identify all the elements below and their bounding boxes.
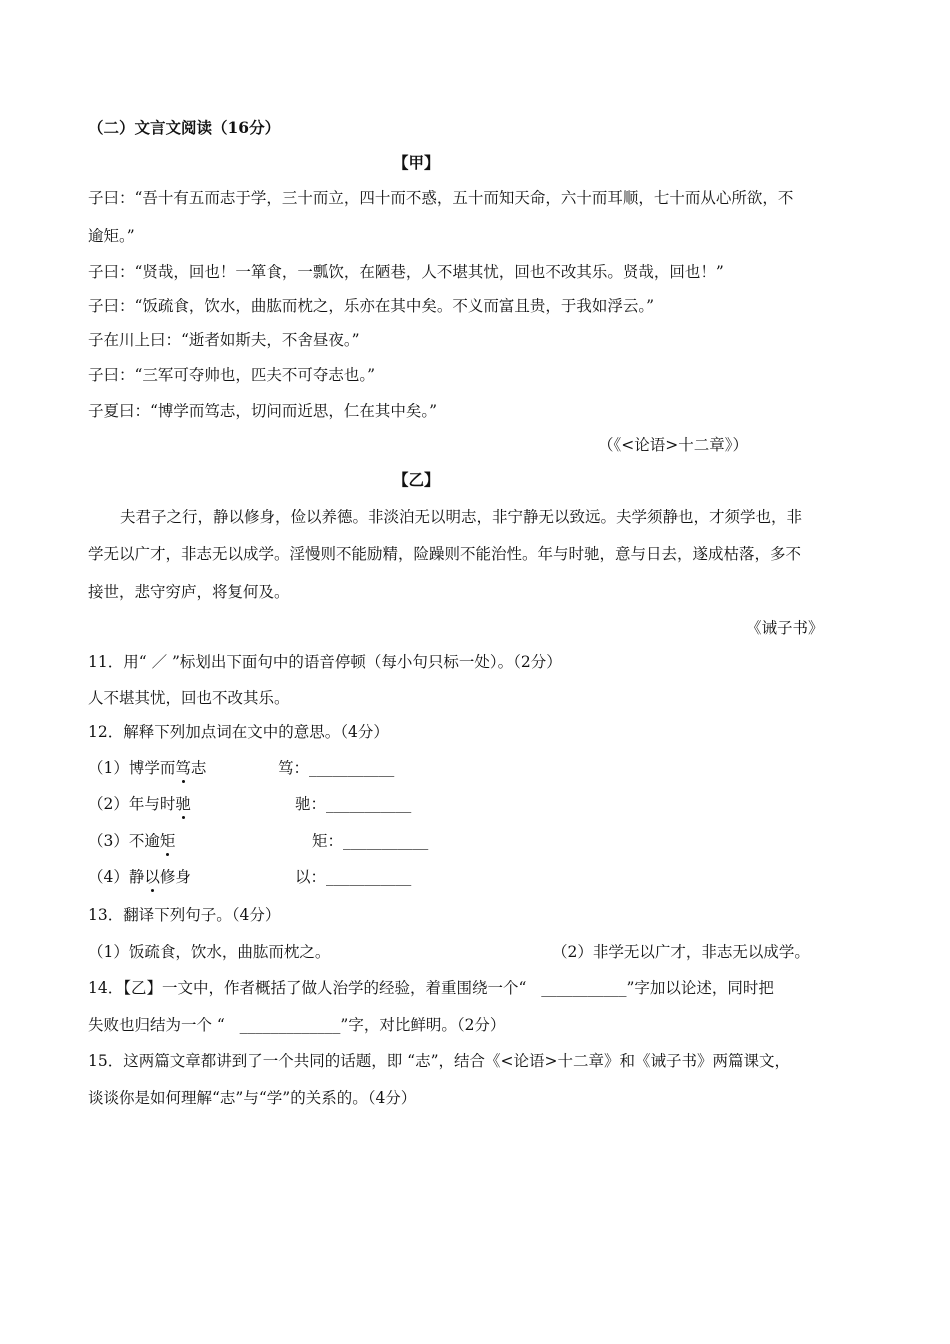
question-12-item [88,758,206,778]
question-15-line-1: 15．这两篇文章都讲到了一个共同的话题，即 “志”，结合《<论语>十二章》和《诫子书》两篇课文， [88,1052,790,1070]
answer-label: 以： [295,868,327,886]
item-text: 年与时 [128,795,176,813]
item-number: （3） [88,832,129,850]
answer-line[interactable]: ___________ [309,759,395,777]
passage-yi-line: 学无以广才，非志无以成学。淫慢则不能励精，险躁则不能治性。年与时驰，意与日去，遂成枯落，多不 [88,545,802,563]
passage-yi-source: 《诫子书》 [746,619,824,637]
question-13-item-2: （2）非学无以广才，非志无以成学。 [552,943,810,961]
passage-yi-line: 夫君子之行，静以修身，俭以养德。非淡泊无以明志，非宁静无以致远。夫学须静也，才须学也，非 [120,508,803,526]
question-text: 14．【乙】一文中，作者概括了做人治学的经验，着重围绕一个“ [88,979,527,997]
answer-line[interactable]: ___________ [326,795,412,813]
item-number: （4） [88,868,129,886]
item-text: 不逾 [128,832,160,850]
answer-blank-2[interactable] [295,794,411,814]
question-13-prompt: 13．翻译下列句子。（4分） [88,906,281,924]
passage-jia-line: 子曰：“饭疏食，饮水，曲肱而枕之，乐亦在其中矣。不义而富且贵，于我如浮云。” [88,297,655,315]
item-text: 志 [190,759,207,777]
passage-jia-heading: 【甲】 [393,153,440,172]
answer-label: 矩： [312,832,344,850]
answer-line[interactable]: ___________ [541,979,627,997]
passage-yi-line: 接世，悲守穷庐，将复何及。 [88,583,290,601]
answer-line[interactable]: ___________ [343,832,429,850]
question-13-item-1: （1）饭疏食，饮水，曲肱而枕之。 [88,943,331,961]
passage-jia-line: 子夏曰：“博学而笃志，切问而近思，仁在其中矣。” [88,402,438,420]
passage-jia-line: 子曰：“三军可夺帅也，匹夫不可夺志也。” [88,366,376,384]
answer-blank-1[interactable] [278,758,394,778]
question-text: ”字加以论述，同时把 [626,979,774,997]
answer-blank-3[interactable] [312,831,428,851]
answer-line[interactable]: ___________ [326,868,412,886]
question-11-prompt: 11．用“ ／ ”标划出下面句中的语音停顿（每小句只标一处）。（2分） [88,653,562,671]
question-text: 失败也归结为一个 “ [88,1016,225,1034]
answer-label: 笃： [278,759,310,777]
item-text: 静 [128,868,145,886]
answer-blank-4[interactable] [295,867,411,887]
question-11-sentence: 人不堪其忧，回也不改其乐。 [88,689,290,707]
question-14-line-1 [88,978,774,998]
passage-jia-line: 子曰：“贤哉，回也！一箪食，一瓢饮，在陋巷，人不堪其忧，回也不改其乐。贤哉，回也！” [88,263,724,281]
question-12-item [88,794,191,814]
question-12-item [88,867,191,887]
question-12-item [88,831,175,851]
item-text: 修身 [159,868,191,886]
passage-jia-source: （《<论语>十二章》） [598,436,748,454]
passage-yi-heading: 【乙】 [393,470,440,489]
dotted-word: 笃 [175,759,191,777]
question-14-line-2 [88,1015,505,1035]
item-number: （2） [88,795,129,813]
section-title: （二）文言文阅读（16分） [88,118,281,137]
answer-line[interactable]: _____________ [239,1016,341,1034]
question-12-prompt: 12．解释下列加点词在文中的意思。（4分） [88,723,389,741]
passage-jia-line: 子在川上曰：“逝者如斯夫，不舍昼夜。” [88,331,360,349]
passage-jia-line: 逾矩。” [88,227,135,245]
question-text: ”字，对比鲜明。（2分） [340,1016,506,1034]
dotted-word: 以 [144,868,160,886]
dotted-word: 矩 [159,832,176,850]
question-15-line-2: 谈谈你是如何理解“志”与“学”的关系的。（4分） [88,1089,417,1107]
item-number: （1） [88,759,129,777]
passage-jia-line: 子曰：“吾十有五而志于学，三十而立，四十而不惑，五十而知天命，六十而耳顺，七十而从心所欲，不 [88,189,794,207]
dotted-word: 驰 [175,795,191,813]
answer-label: 驰： [295,795,327,813]
item-text: 博学而 [128,759,176,777]
